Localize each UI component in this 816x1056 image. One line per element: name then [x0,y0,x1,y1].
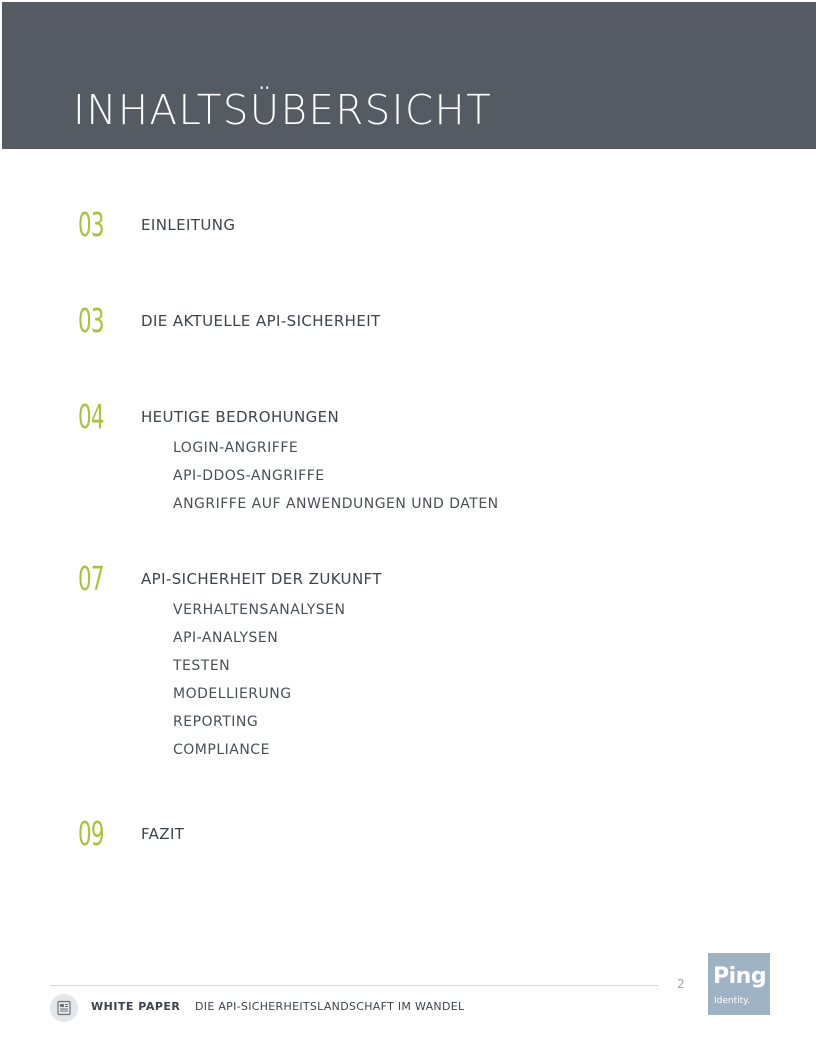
toc-subitem[interactable]: API-DDOS-ANGRIFFE [173,468,325,484]
toc-subitem[interactable]: COMPLIANCE [173,742,270,758]
toc-subitem[interactable]: ANGRIFFE AUF ANWENDUNGEN UND DATEN [173,496,499,512]
header-banner [2,2,816,149]
logo-wordmark: Ping [713,964,767,989]
document-icon [50,994,78,1022]
footer-doc-type: WHITE PAPER [91,1000,181,1013]
toc-entry-title[interactable]: FAZIT [141,825,185,843]
toc-entry-title[interactable]: HEUTIGE BEDROHUNGEN [141,408,340,426]
toc-subitem[interactable]: LOGIN-ANGRIFFE [173,440,299,456]
toc-entry-title[interactable]: API-SICHERHEIT DER ZUKUNFT [141,570,382,588]
toc-entry-title[interactable]: EINLEITUNG [141,216,236,234]
toc-subitem[interactable]: API-ANALYSEN [173,630,279,646]
logo-subtitle: Identity. [714,996,751,1006]
toc-page-number: 04 [78,397,104,436]
toc-subitem[interactable]: REPORTING [173,714,259,730]
page-title: INHALTSÜBERSICHT [73,86,493,134]
toc-page-number: 03 [78,301,104,340]
page-number: 2 [677,977,685,991]
footer-divider [50,985,658,986]
toc-subitem[interactable]: TESTEN [173,658,231,674]
toc-page-number: 09 [78,814,104,853]
ping-identity-logo [708,953,770,1015]
toc-subitem[interactable]: VERHALTENSANALYSEN [173,602,346,618]
toc-subitem[interactable]: MODELLIERUNG [173,686,292,702]
footer-doc-title: DIE API-SICHERHEITSLANDSCHAFT IM WANDEL [195,1000,465,1013]
toc-entry-title[interactable]: DIE AKTUELLE API-SICHERHEIT [141,312,381,330]
toc-page-number: 07 [78,559,104,598]
toc-page-number: 03 [78,205,104,244]
